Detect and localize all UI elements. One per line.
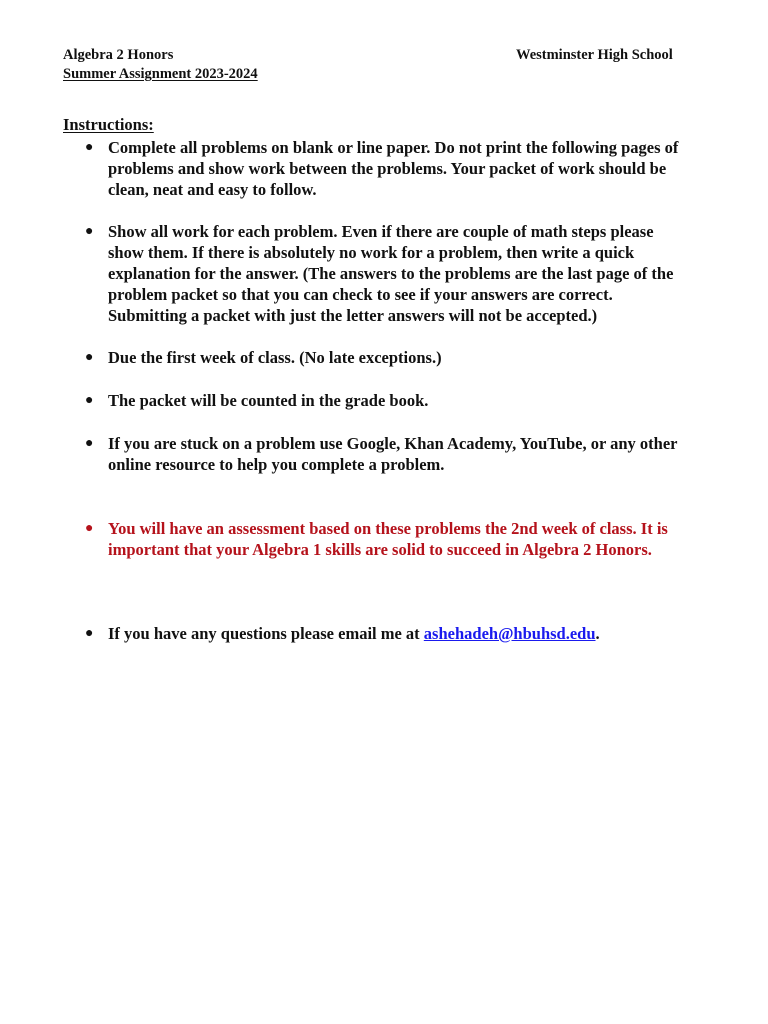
contact-suffix: . <box>595 624 600 643</box>
instruction-text: The packet will be counted in the grade book. <box>108 391 429 410</box>
assessment-warning-text: You will have an assessment based on these problems the 2nd week of class. It is important that your Algebra 1 skills are solid to succeed in Algebra 2 Honors. <box>108 519 668 559</box>
bullet-icon: ● <box>85 436 94 451</box>
instruction-item <box>85 221 690 326</box>
header-left <box>63 46 258 84</box>
school-name: Westminster High School <box>516 47 673 63</box>
instruction-item <box>85 347 690 368</box>
contact-item <box>85 623 690 644</box>
instruction-text: Complete all problems on blank or line paper. Do not print the following pages of problems and show work between the problems. Your packet of work should be clean, neat and easy to follow. <box>108 138 679 199</box>
bullet-icon: ● <box>85 521 94 536</box>
instruction-text: Show all work for each problem. Even if there are couple of math steps please show them. If there is absolutely no work for a problem, then write a quick explanation for the answer. (The answers to the problems are the last page of the problem packet so that you can check to see if your answers are correct. Submitting a packet with just the letter answers will not be accepted.) <box>108 222 674 325</box>
instruction-item <box>85 433 690 475</box>
assessment-warning-item <box>85 518 690 560</box>
bullet-icon: ● <box>85 626 94 641</box>
contact-text <box>108 623 690 644</box>
instruction-text: Due the first week of class. (No late exceptions.) <box>108 348 442 367</box>
bullet-icon: ● <box>85 393 94 408</box>
email-link[interactable]: ashehadeh@hbuhsd.edu <box>423 624 596 643</box>
bullet-icon: ● <box>85 224 94 239</box>
instruction-item <box>85 390 690 411</box>
assignment-title: Summer Assignment 2023-2024 <box>63 66 258 82</box>
instruction-text: If you are stuck on a problem use Google, Khan Academy, YouTube, or any other online resource to help you complete a problem. <box>108 434 678 474</box>
course-title: Algebra 2 Honors <box>63 47 174 63</box>
bullet-icon: ● <box>85 350 94 365</box>
instruction-item <box>85 137 690 200</box>
instructions-heading: Instructions: <box>63 115 154 134</box>
contact-prefix: If you have any questions please email me at <box>108 624 424 643</box>
bullet-icon: ● <box>85 140 94 155</box>
